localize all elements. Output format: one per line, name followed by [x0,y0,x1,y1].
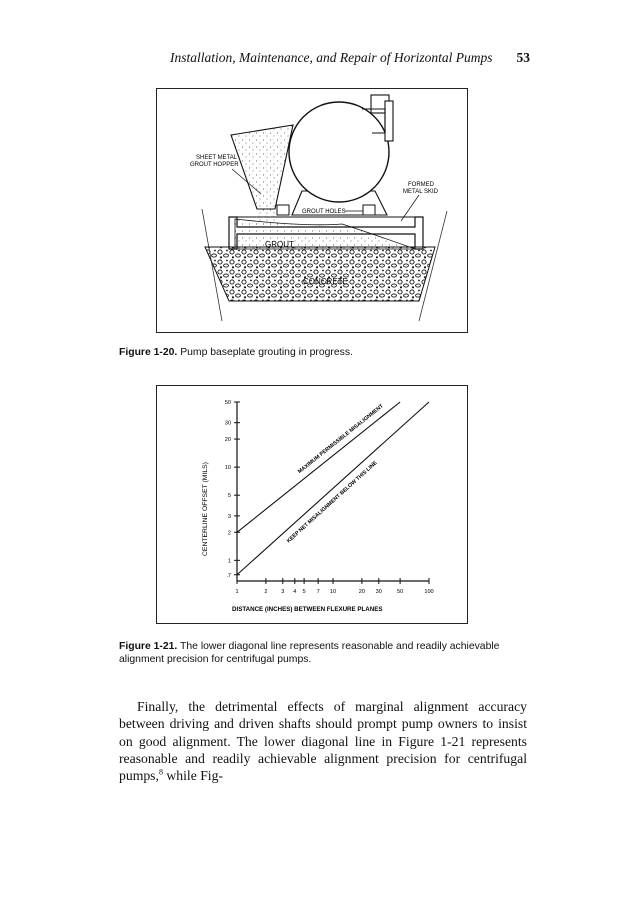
x-tick-label: 20 [358,589,366,595]
y-tick-label: 2 [227,530,231,537]
body-text: Finally, the detrimental effects of marginal alignment accuracy between driving and driven shafts should prompt pump owners to insist on good alignment. The lower diagonal line in Figure 1-21 represents reasonable and readily achievable alignment precision for centrifugal pumps, [119,698,527,784]
y-tick-label: 5 [227,493,231,500]
grout-hopper [231,125,293,209]
x-tick-label: 100 [424,589,434,595]
label-grout-holes: GROUT HOLES [302,209,346,215]
x-tick-label: 2 [264,589,268,595]
y-tick-label: 3 [227,513,231,520]
figure-1-21-caption [119,640,524,666]
y-tick-label: 1 [227,558,231,565]
running-title: Installation, Maintenance, and Repair of Horizontal Pumps [170,50,493,65]
label-grout: GROUT [265,240,294,249]
x-tick-label: 3 [281,589,285,595]
y-tick-label: 10 [224,465,231,472]
series-label-2: KEEP NET MISALIGNMENT BELOW THIS LINE [285,460,379,545]
footnote-reference: 8 [158,767,163,777]
figure-1-20-caption-text: Pump baseplate grouting in progress. [177,347,353,358]
pump-casing [289,102,389,202]
x-tick-label: 50 [396,589,404,595]
alignment-chart [157,386,467,623]
label-hopper-line2: GROUT HOPPER [190,162,239,168]
y-axis-label: CENTERLINE OFFSET (MILS) [202,462,209,556]
y-tick-label: .7 [226,572,231,579]
label-concrete: CONCRETE [303,277,348,286]
figure-1-21-label: Figure 1-21. [119,641,178,652]
page-number: 53 [516,50,530,65]
x-tick-label: 7 [316,589,320,595]
series-line-2 [237,402,429,575]
figure-1-20 [156,88,468,333]
x-axis-label: DISTANCE (INCHES) BETWEEN FLEXURE PLANES [232,606,383,613]
chart-axes [237,402,429,581]
pump-suction-flange [385,101,393,141]
grout-hole-right [363,205,375,215]
y-tick-label: 30 [224,420,231,427]
concrete-foundation [205,247,435,301]
label-skid-line2: METAL SKID [403,189,439,195]
x-tick-label: 5 [302,589,306,595]
x-tick-label: 1 [235,589,239,595]
grouting-diagram [157,89,467,332]
series-label-1: MAXIMUM PERMISSIBLE MISALIGNMENT [297,403,385,476]
x-tick-label: 30 [375,589,382,595]
label-hopper-line1: SHEET METAL [196,155,238,161]
figure-1-21-caption-text: The lower diagonal line represents reasonable and readily achievable alignment precision for centrifugal pumps. [119,641,500,665]
figure-1-20-caption [119,346,539,359]
label-skid-line1: FORMED [408,182,434,188]
body-paragraph [119,698,527,785]
chart-ticks [225,400,434,595]
x-tick-label: 4 [293,589,297,595]
body-text-continued: while Fig- [162,768,224,784]
y-tick-label: 20 [224,437,231,444]
figure-1-21 [156,385,468,624]
chart-series [237,402,429,575]
y-tick-label: 50 [224,400,231,406]
x-tick-label: 10 [329,589,337,595]
figure-1-20-label: Figure 1-20. [119,347,178,358]
grout-hole-left [277,205,289,215]
